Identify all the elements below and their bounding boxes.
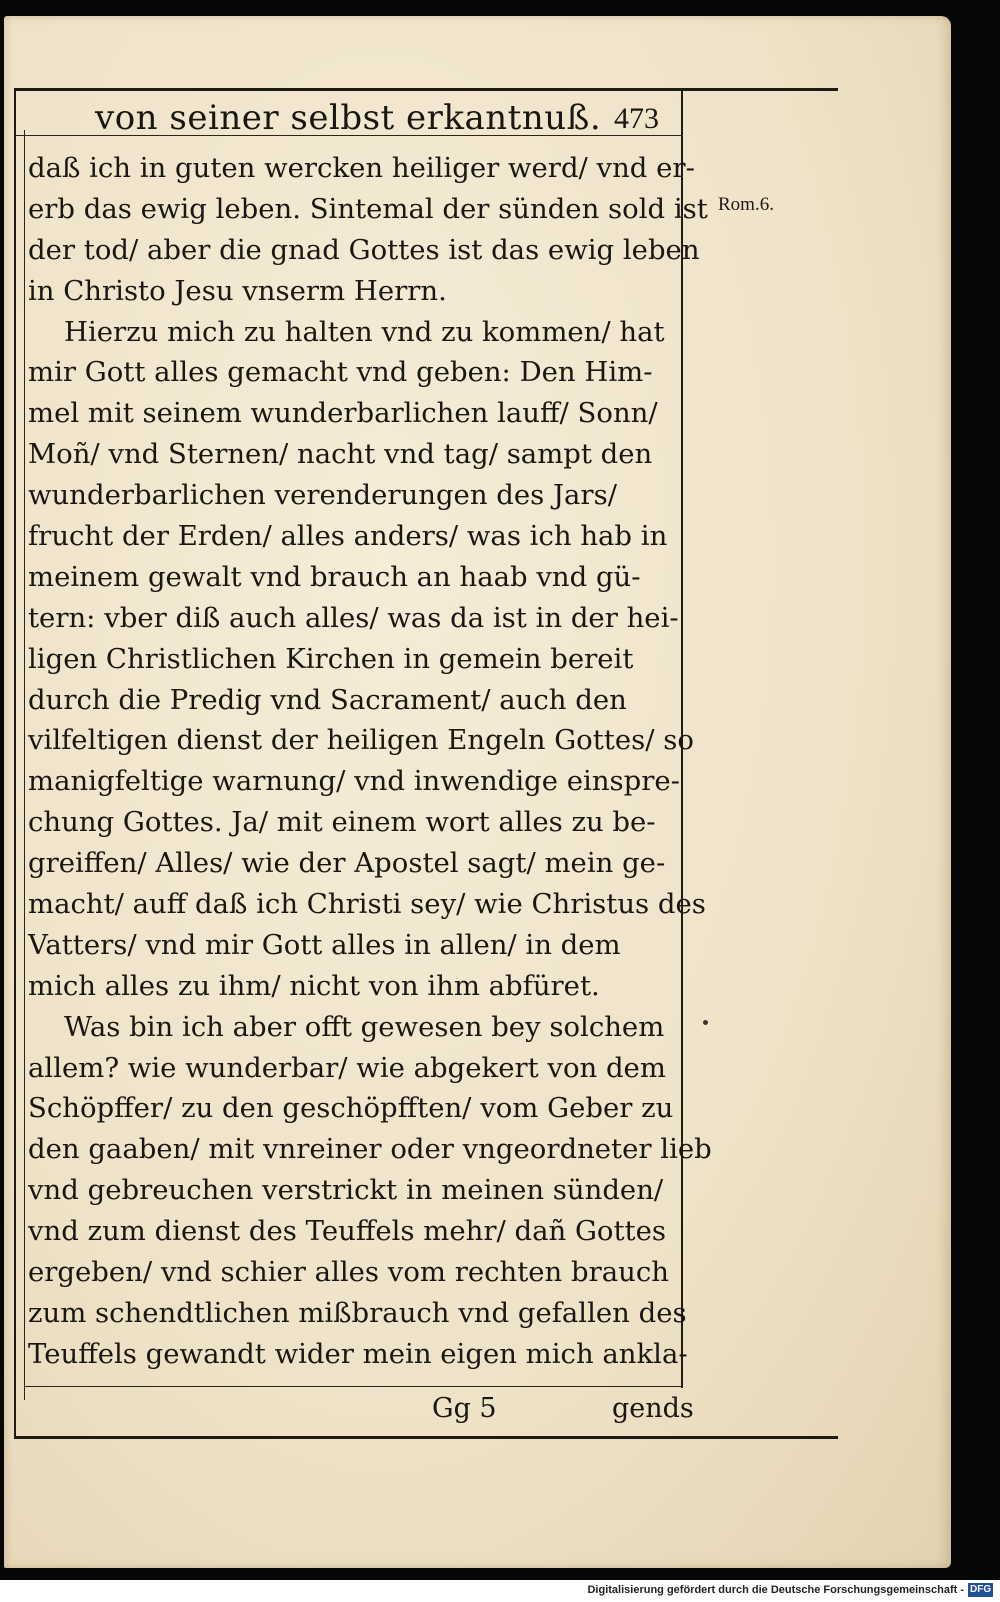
text-line: vilfeltigen dienst der heiligen Engeln Gottes/ so	[28, 724, 694, 757]
text-line: ergeben/ vnd schier alles vom rechten brauch	[28, 1256, 669, 1289]
page-number: 473	[614, 102, 659, 135]
text-line: Teuffels gewandt wider mein eigen mich ankla-	[28, 1337, 688, 1370]
dfg-logo-icon: DFG	[970, 1584, 992, 1595]
text-line: erb das ewig leben. Sintemal der sünden sold ist	[28, 192, 708, 225]
catchword: gends	[612, 1393, 694, 1424]
text-line: Hierzu mich zu halten vnd zu kommen/ hat	[64, 315, 665, 348]
text-line: Schöpffer/ zu den geschöpfften/ vom Geber zu	[28, 1092, 674, 1125]
signature-mark: Gg 5	[432, 1393, 497, 1424]
text-line: vnd gebreuchen verstrickt in meinen sünden/	[28, 1174, 664, 1207]
text-line: chung Gottes. Ja/ mit einem wort alles zu be-	[28, 806, 656, 839]
text-line: frucht der Erden/ alles anders/ was ich hab in	[28, 520, 668, 553]
text-line: mel mit seinem wunderbarlichen lauff/ Sonn/	[28, 397, 658, 430]
footer-rule	[24, 1386, 681, 1387]
text-line: tern: vber diß auch alles/ was da ist in der hei-	[28, 601, 679, 634]
text-line: manigfeltige warnung/ vnd inwendige einspre-	[28, 765, 680, 798]
text-line: vnd zum dienst des Teuffels mehr/ dañ Gottes	[28, 1215, 666, 1248]
text-line: in Christo Jesu vnserm Herrn.	[28, 274, 447, 307]
text-line: daß ich in guten wercken heiliger werd/ vnd er-	[28, 152, 695, 184]
text-line: zum schendtlichen mißbrauch vnd gefallen des	[28, 1296, 687, 1329]
text-line: meinem gewalt vnd brauch an haab vnd gü-	[28, 560, 641, 593]
text-line: Was bin ich aber offt gewesen bey solchem	[64, 1010, 665, 1043]
text-line: den gaaben/ mit vnreiner oder vngeordneter lieb	[28, 1133, 712, 1166]
digitization-credit: Digitalisierung gefördert durch die Deutsche Forschungsgemeinschaft -	[587, 1584, 964, 1596]
text-line: Moñ/ vnd Sternen/ nacht vnd tag/ sampt den	[28, 438, 653, 471]
margin-mark	[703, 1020, 708, 1025]
text-line: durch die Predig vnd Sacrament/ auch den	[28, 683, 627, 716]
text-line: mich alles zu ihm/ nicht von ihm abfüret.	[28, 969, 600, 1002]
text-line: Vatters/ vnd mir Gott alles in allen/ in dem	[28, 928, 621, 961]
text-line: wunderbarlichen verenderungen des Jars/	[28, 479, 617, 512]
text-line: allem? wie wunderbar/ wie abgekert von dem	[28, 1051, 666, 1084]
text-line: macht/ auff daß ich Christi sey/ wie Christus des	[28, 888, 706, 921]
text-line: der tod/ aber die gnad Gottes ist das ewig leben	[28, 233, 700, 266]
text-line: greiffen/ Alles/ wie der Apostel sagt/ mein ge-	[28, 847, 666, 880]
text-line: ligen Christlichen Kirchen in gemein bereit	[28, 642, 634, 675]
inner-left-rule	[24, 130, 25, 1400]
body-text	[28, 148, 712, 1375]
margin-note: Rom.6.	[718, 194, 774, 215]
running-head: von seiner selbst erkantnuß.	[95, 98, 602, 138]
text-line: mir Gott alles gemacht vnd geben: Den Him-	[28, 356, 653, 389]
